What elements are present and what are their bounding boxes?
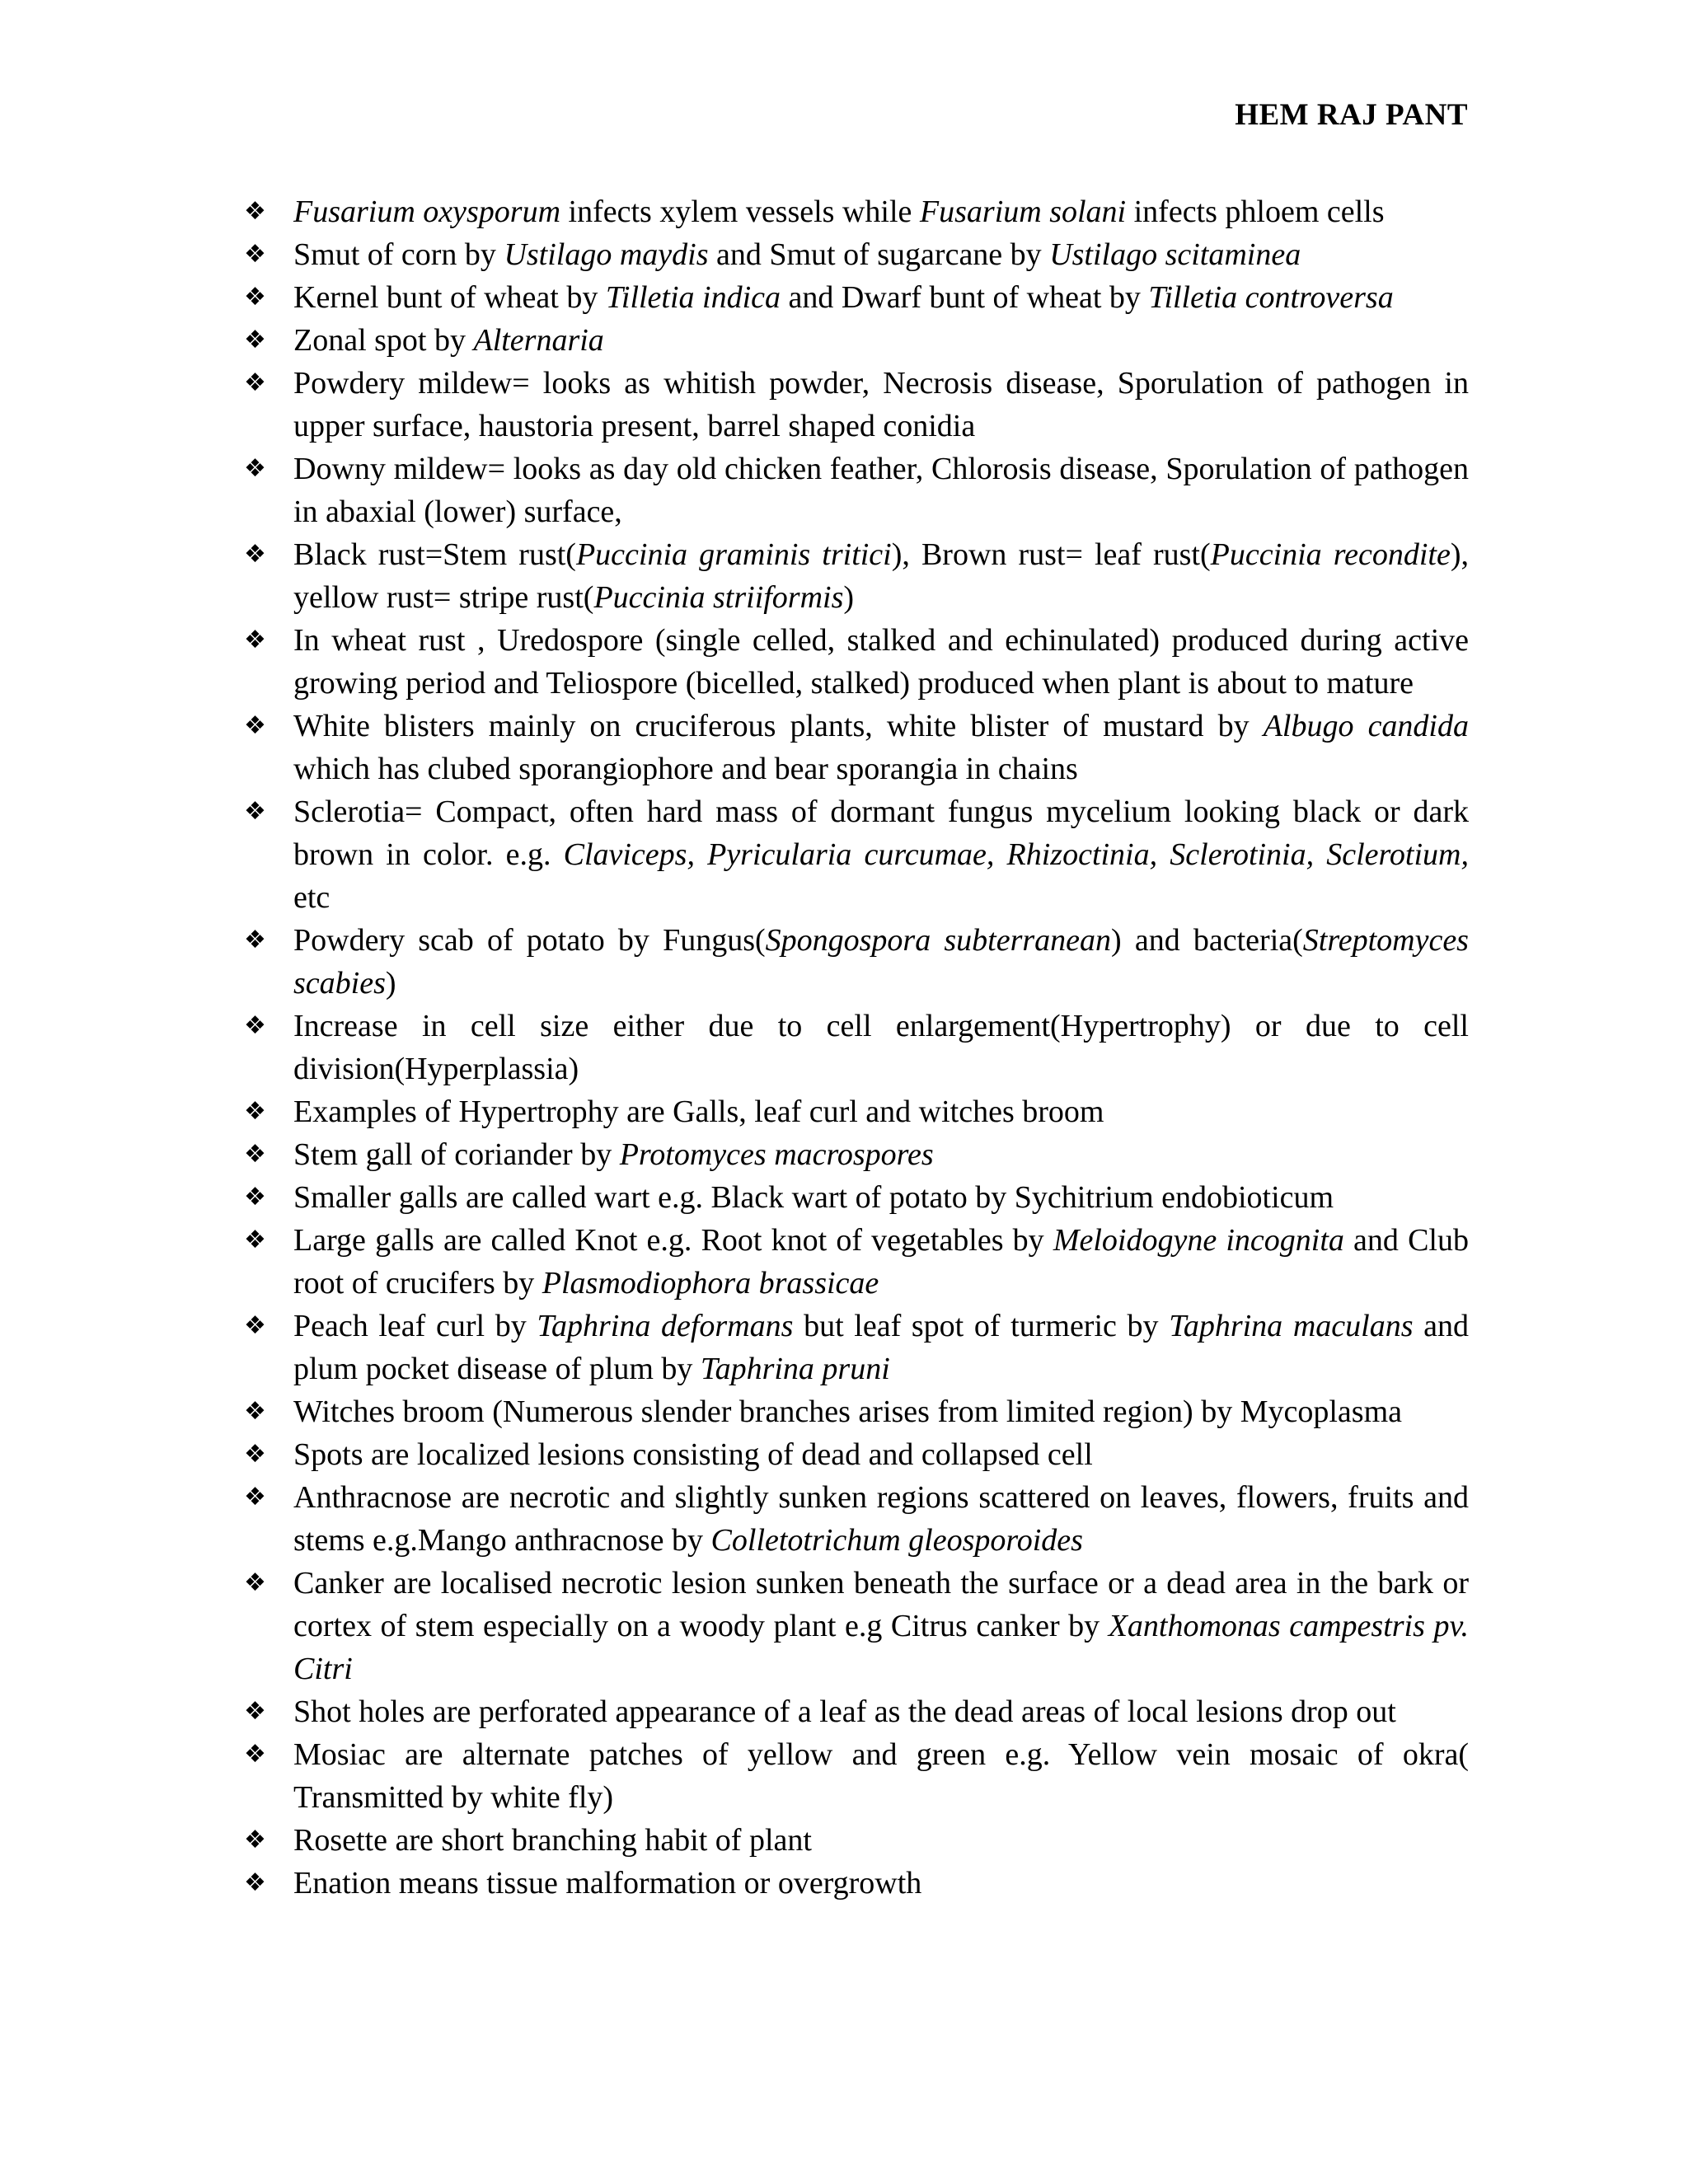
item-text: White blisters mainly on cruciferous plants, white blister of mustard by	[293, 709, 1264, 743]
item-text: Downy mildew= looks as day old chicken feather, Chlorosis disease, Sporulation of pathogen in abaxial (lower) surface,	[293, 452, 1469, 529]
item-text: Stem gall of coriander by	[293, 1137, 620, 1172]
list-item	[244, 1819, 1469, 1862]
diamond-bullet-icon: ❖	[244, 368, 266, 397]
item-text: Enation means tissue malformation or overgrowth	[293, 1866, 922, 1900]
item-text: )	[385, 966, 396, 1001]
list-item	[244, 1005, 1469, 1090]
item-text: Large galls are called Knot e.g. Root knot of vegetables by	[293, 1223, 1053, 1258]
diamond-bullet-icon: ❖	[244, 1011, 266, 1040]
species-name: Puccinia recondite	[1210, 537, 1451, 572]
diamond-bullet-icon: ❖	[244, 711, 266, 740]
list-item	[244, 1133, 1469, 1176]
list-item	[244, 1690, 1469, 1733]
species-name: Colletotrichum gleosporoides	[710, 1523, 1083, 1558]
list-item	[244, 790, 1469, 919]
list-item	[244, 919, 1469, 1005]
notes-bullet-list	[244, 190, 1469, 1905]
item-text: infects xylem vessels while	[560, 194, 920, 229]
item-text: which has clubed sporangiophore and bear sporangia in chains	[293, 752, 1078, 786]
species-name: Fusarium solani	[919, 194, 1127, 229]
species-name: Fusarium oxysporum	[293, 194, 561, 229]
species-name: Alternaria	[473, 323, 604, 358]
list-item	[244, 1390, 1469, 1433]
list-item	[244, 1433, 1469, 1476]
list-item	[244, 1176, 1469, 1219]
list-item	[244, 233, 1469, 276]
list-item	[244, 190, 1469, 233]
diamond-bullet-icon: ❖	[244, 540, 266, 569]
list-item	[244, 705, 1469, 790]
diamond-bullet-icon: ❖	[244, 1483, 266, 1511]
diamond-bullet-icon: ❖	[244, 454, 266, 483]
diamond-bullet-icon: ❖	[244, 1311, 266, 1340]
species-name: Taphrina maculans	[1169, 1309, 1414, 1343]
item-text: Witches broom (Numerous slender branches arises from limited region) by Mycoplasma	[293, 1394, 1402, 1429]
item-text: and plum pocket disease of plum by	[293, 1309, 1469, 1386]
diamond-bullet-icon: ❖	[244, 326, 266, 354]
list-item	[244, 362, 1469, 448]
diamond-bullet-icon: ❖	[244, 1097, 266, 1126]
list-item	[244, 533, 1469, 619]
item-text: infects phloem cells	[1126, 194, 1385, 229]
diamond-bullet-icon: ❖	[244, 1868, 266, 1897]
diamond-bullet-icon: ❖	[244, 926, 266, 954]
diamond-bullet-icon: ❖	[244, 1740, 266, 1769]
species-name: Tilletia indica	[605, 280, 781, 315]
species-name: Puccinia striiformis	[593, 580, 844, 615]
list-item	[244, 319, 1469, 362]
diamond-bullet-icon: ❖	[244, 1226, 266, 1254]
diamond-bullet-icon: ❖	[244, 1697, 266, 1726]
item-text: ), Brown rust= leaf rust(	[891, 537, 1211, 572]
item-text: Peach leaf curl by	[293, 1309, 537, 1343]
item-text: Spots are localized lesions consisting of dead and collapsed cell	[293, 1437, 1093, 1472]
diamond-bullet-icon: ❖	[244, 197, 266, 226]
species-name: Plasmodiophora brassicae	[542, 1266, 879, 1301]
diamond-bullet-icon: ❖	[244, 1568, 266, 1597]
species-name: Taphrina pruni	[700, 1352, 890, 1386]
list-item	[244, 619, 1469, 705]
species-name: Ustilago maydis	[504, 237, 709, 272]
species-name: Taphrina deformans	[537, 1309, 794, 1343]
item-text: but leaf spot of turmeric by	[793, 1309, 1170, 1343]
item-text: Canker are localised necrotic lesion sunken beneath the surface or a dead area in the bark or cortex of stem especially on a woody plant e.g Citrus canker by	[293, 1566, 1469, 1643]
species-name: Spongospora subterranean	[765, 923, 1112, 958]
species-name: Albugo candida	[1263, 709, 1469, 743]
list-item	[244, 1862, 1469, 1905]
item-text: )	[843, 580, 855, 615]
list-item	[244, 1733, 1469, 1819]
list-item	[244, 1090, 1469, 1133]
item-text: Zonal spot by	[293, 323, 474, 358]
list-item	[244, 448, 1469, 533]
list-item	[244, 1562, 1469, 1690]
item-text: Powdery mildew= looks as whitish powder, Necrosis disease, Sporulation of pathogen in upper surface, haustoria present, barrel shaped conidia	[293, 366, 1469, 443]
diamond-bullet-icon: ❖	[244, 797, 266, 826]
page-header-author: HEM RAJ PANT	[1235, 98, 1468, 132]
item-text: Rosette are short branching habit of plant	[293, 1823, 812, 1858]
item-text: and Smut of sugarcane by	[708, 237, 1050, 272]
item-text: and Dwarf bunt of wheat by	[781, 280, 1149, 315]
list-item	[244, 276, 1469, 319]
item-text: Smaller galls are called wart e.g. Black wart of potato by Sychitrium endobioticum	[293, 1180, 1334, 1215]
item-text: etc	[293, 880, 331, 915]
diamond-bullet-icon: ❖	[244, 1440, 266, 1469]
item-text: Smut of corn by	[293, 237, 504, 272]
diamond-bullet-icon: ❖	[244, 240, 266, 269]
species-name: Claviceps, Pyricularia curcumae, Rhizoctinia, Sclerotinia, Sclerotium,	[563, 837, 1469, 872]
species-name: Protomyces macrospores	[619, 1137, 934, 1172]
diamond-bullet-icon: ❖	[244, 1183, 266, 1212]
species-name: Tilletia controversa	[1148, 280, 1394, 315]
item-text: Black rust=Stem rust(	[293, 537, 576, 572]
species-name: Ustilago scitaminea	[1049, 237, 1301, 272]
diamond-bullet-icon: ❖	[244, 283, 266, 312]
item-text: Kernel bunt of wheat by	[293, 280, 606, 315]
species-name: Puccinia graminis tritici	[575, 537, 892, 572]
list-item	[244, 1219, 1469, 1305]
item-text: Powdery scab of potato by Fungus(	[293, 923, 766, 958]
species-name: Xanthomonas campestris pv. Citri	[293, 1609, 1470, 1686]
diamond-bullet-icon: ❖	[244, 1397, 266, 1426]
item-text: In wheat rust , Uredospore (single celled, stalked and echinulated) produced during active growing period and Teliospore (bicelled, stalked) produced when plant is about to mature	[293, 623, 1469, 701]
list-item	[244, 1476, 1469, 1562]
diamond-bullet-icon: ❖	[244, 626, 266, 654]
item-text: Examples of Hypertrophy are Galls, leaf curl and witches broom	[293, 1094, 1104, 1129]
species-name: Streptomyces scabies	[293, 923, 1469, 1001]
item-text: Anthracnose are necrotic and slightly sunken regions scattered on leaves, flowers, fruits and stems e.g.Mango anthracnose by	[293, 1480, 1469, 1558]
item-text: Increase in cell size either due to cell enlargement(Hypertrophy) or due to cell division(Hyperplassia)	[293, 1009, 1469, 1086]
item-text: and Club root of crucifers by	[293, 1223, 1469, 1301]
diamond-bullet-icon: ❖	[244, 1825, 266, 1854]
item-text: ) and bacteria(	[1111, 923, 1303, 958]
list-item	[244, 1305, 1469, 1390]
item-text: ), yellow rust= stripe rust(	[293, 537, 1469, 615]
species-name: Meloidogyne incognita	[1053, 1223, 1344, 1258]
item-text: Sclerotia= Compact, often hard mass of dormant fungus mycelium looking black or dark brown in color. e.g.	[293, 794, 1469, 872]
item-text: Mosiac are alternate patches of yellow and green e.g. Yellow vein mosaic of okra( Transmitted by white fly)	[293, 1737, 1469, 1815]
diamond-bullet-icon: ❖	[244, 1140, 266, 1169]
item-text: Shot holes are perforated appearance of a leaf as the dead areas of local lesions drop out	[293, 1694, 1396, 1729]
